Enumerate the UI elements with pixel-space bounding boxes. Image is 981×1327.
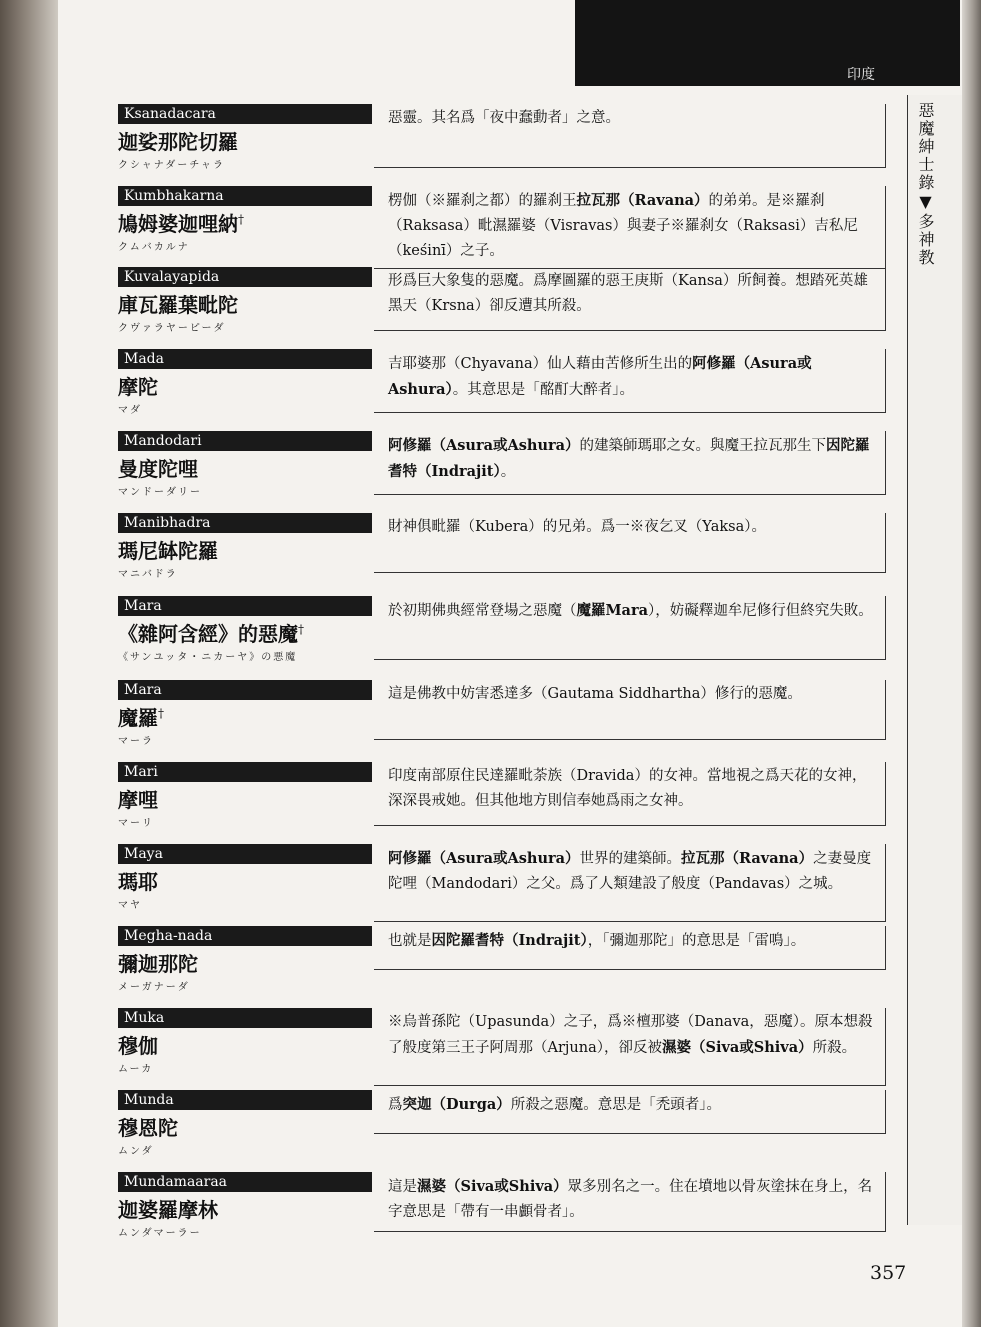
- dagger-mark: †: [238, 212, 244, 227]
- entry-chinese-name: 《雜阿含經》的惡魔†: [118, 622, 304, 646]
- entry-description: 於初期佛典經常登場之惡魔（魔羅Mara），妨礙釋迦牟尼修行但終究失敗。: [374, 596, 886, 660]
- dagger-mark: †: [298, 622, 304, 637]
- entry-chinese-name: 摩哩: [118, 788, 158, 812]
- entry-chinese-name: 瑪耶: [118, 870, 158, 894]
- entry-chinese-name: 鳩姆婆迦哩納†: [118, 212, 244, 236]
- entry-latin-name: Mandodari: [118, 431, 372, 451]
- entry-chinese-name: 瑪尼缽陀羅: [118, 539, 218, 563]
- entry-chinese-name: 魔羅†: [118, 706, 164, 730]
- entry-latin-name: Maya: [118, 844, 372, 864]
- entry-kana-name: マニバドラ: [118, 569, 178, 580]
- entry-description: 這是濕婆（Siva或Shiva）眾多別名之一。住在墳地以骨灰塗抹在身上，名字意思是「帶有一串顱骨者」。: [374, 1172, 886, 1232]
- entry-chinese-name: 迦娑那陀切羅: [118, 130, 238, 154]
- entry-description: 阿修羅（Asura或Ashura）世界的建築師。拉瓦那（Ravana）之妻曼度陀哩（Mandodari）之父。爲了人類建設了般度（Pandavas）之城。: [374, 844, 886, 922]
- entry-kana-name: クシャナダーチャラ: [118, 160, 225, 171]
- book-spine-shadow: [0, 0, 58, 1327]
- entry-kana-name: クムバカルナ: [118, 242, 190, 253]
- entry-latin-name: Kuvalayapida: [118, 267, 372, 287]
- entry-kana-name: マダ: [118, 405, 142, 416]
- entry-kana-name: ムーカ: [118, 1064, 154, 1075]
- entry-kana-name: ムンダ: [118, 1146, 154, 1157]
- header-bar: [575, 0, 960, 86]
- entry-latin-name: Mari: [118, 762, 372, 782]
- entry-latin-name: Munda: [118, 1090, 372, 1110]
- entry-chinese-name: 穆恩陀: [118, 1116, 178, 1140]
- entry-latin-name: Mada: [118, 349, 372, 369]
- entry-description: ※烏普孫陀（Upasunda）之子，爲※檀那婆（Danava，惡魔）。原本想殺了般度第三王子阿周那（Arjuna），卻反被濕婆（Siva或Shiva）所殺。: [374, 1008, 886, 1086]
- entry-latin-name: Ksanadacara: [118, 104, 372, 124]
- entry-description: 這是佛教中妨害悉達多（Gautama Siddhartha）修行的惡魔。: [374, 680, 886, 740]
- entry-kana-name: マヤ: [118, 900, 142, 911]
- entry-description: 阿修羅（Asura或Ashura）的建築師瑪耶之女。與魔王拉瓦那生下因陀羅耆特（Indrajit）。: [374, 431, 886, 495]
- entry-description: 爲突迦（Durga）所殺之惡魔。意思是「禿頭者」。: [374, 1090, 886, 1134]
- entry-chinese-name: 彌迦那陀: [118, 952, 198, 976]
- entry-kana-name: マンドーダリー: [118, 487, 202, 498]
- page-edge: [962, 0, 981, 1327]
- entry-chinese-name: 摩陀: [118, 375, 158, 399]
- entry-description: 印度南部原住民達羅毗荼族（Dravida）的女神。當地視之爲天花的女神，深深畏戒她。但其他地方則信奉她爲雨之女神。: [374, 762, 886, 826]
- entry-description: 財神俱毗羅（Kubera）的兄弟。爲一※夜乞叉（Yaksa）。: [374, 513, 886, 573]
- page-number: 357: [870, 1262, 907, 1284]
- entry-kana-name: マーリ: [118, 818, 154, 829]
- section-label: 印度: [847, 67, 875, 83]
- entry-description: 楞伽（※羅刹之都）的羅刹王拉瓦那（Ravana）的弟弟。是※羅刹（Raksasa）毗濕羅婆（Visravas）與妻子※羅刹女（Raksasi）吉私尼（keśinī）之子。: [374, 186, 886, 269]
- entry-description: 吉耶婆那（Chyavana）仙人藉由苦修所生出的阿修羅（Asura或Ashura）。其意思是「酩酊大醉者」。: [374, 349, 886, 413]
- entry-latin-name: Kumbhakarna: [118, 186, 372, 206]
- side-title: 惡魔紳士錄▼多神教: [916, 102, 935, 267]
- entry-kana-name: ムンダマーラー: [118, 1228, 202, 1239]
- entry-latin-name: Muka: [118, 1008, 372, 1028]
- entry-latin-name: Mara: [118, 596, 372, 616]
- entry-kana-name: クヴァラヤーピーダ: [118, 323, 226, 334]
- dagger-mark: †: [158, 706, 164, 721]
- entry-chinese-name: 曼度陀哩: [118, 457, 198, 481]
- entry-kana-name: 《サンユッタ・ニカーヤ》の悪魔: [118, 652, 298, 663]
- entry-kana-name: メーガナーダ: [118, 982, 190, 993]
- entry-latin-name: Mara: [118, 680, 372, 700]
- entry-description: 形爲巨大象隻的惡魔。爲摩圖羅的惡王庚斯（Kansa）所飼養。想踏死英雄黑天（Krsna）卻反遭其所殺。: [374, 267, 886, 331]
- entry-chinese-name: 迦婆羅摩林: [118, 1198, 218, 1222]
- entry-description: 惡靈。其名爲「夜中蠢動者」之意。: [374, 104, 886, 168]
- entry-description: 也就是因陀羅耆特（Indrajit），「彌迦那陀」的意思是「雷鳴」。: [374, 926, 886, 970]
- entry-kana-name: マーラ: [118, 736, 154, 747]
- entry-chinese-name: 穆伽: [118, 1034, 158, 1058]
- entry-chinese-name: 庫瓦羅葉毗陀: [118, 293, 238, 317]
- entry-latin-name: Mundamaaraa: [118, 1172, 372, 1192]
- entry-latin-name: Megha-nada: [118, 926, 372, 946]
- entry-latin-name: Manibhadra: [118, 513, 372, 533]
